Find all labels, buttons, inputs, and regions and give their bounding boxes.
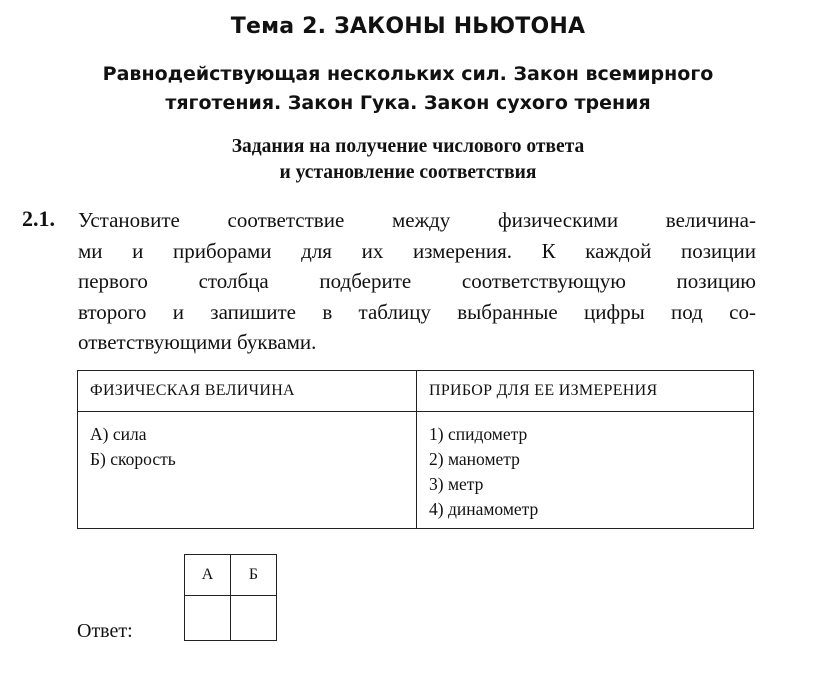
instrument-item: 4) динамометр bbox=[429, 499, 539, 519]
instrument-item: 3) метр bbox=[429, 474, 484, 494]
topic-title: Тема 2. ЗАКОНЫ НЬЮТОНА bbox=[230, 14, 586, 39]
answer-header-a: А bbox=[185, 555, 231, 596]
subtitle-line: Равнодействующая нескольких сил. Закон всемирного bbox=[102, 63, 714, 85]
quantity-item: А) сила bbox=[90, 424, 147, 444]
instrument-cell bbox=[417, 412, 754, 529]
task-text-line: первого столбца подберите соответствующую позицию bbox=[78, 269, 756, 293]
column-header-quantity: ФИЗИЧЕСКАЯ ВЕЛИЧИНА bbox=[78, 371, 417, 412]
instrument-item: 2) манометр bbox=[429, 449, 520, 469]
quantity-cell bbox=[78, 412, 417, 529]
answer-grid-input-row bbox=[185, 596, 277, 641]
instrument-item: 1) спидометр bbox=[429, 424, 528, 444]
task-text-line: второго и запишите в таблицу выбранные цифры под со- bbox=[78, 299, 756, 324]
matching-table-header-row bbox=[78, 371, 754, 412]
section-heading-line: Задания на получение числового ответа bbox=[231, 136, 585, 157]
answer-grid bbox=[184, 554, 277, 641]
matching-table-row bbox=[78, 412, 754, 529]
answer-grid-header-row bbox=[185, 555, 277, 596]
answer-cell-a[interactable] bbox=[185, 596, 231, 641]
quantity-item: Б) скорость bbox=[90, 449, 176, 469]
column-header-instrument: ПРИБОР ДЛЯ ЕЕ ИЗМЕРЕНИЯ bbox=[417, 371, 754, 412]
subtitle bbox=[30, 60, 786, 118]
matching-table bbox=[77, 370, 754, 529]
answer-header-b: Б bbox=[231, 555, 277, 596]
task-text-line: Установите соответствие между физическими величина- bbox=[78, 208, 756, 232]
task-number: 2.1. bbox=[22, 206, 55, 231]
answer-cell-b[interactable] bbox=[231, 596, 277, 641]
task-text-line: ответствующими буквами. bbox=[78, 330, 317, 354]
section-heading bbox=[0, 134, 816, 186]
section-heading-line: и установление соответствия bbox=[279, 162, 537, 183]
subtitle-line: тяготения. Закон Гука. Закон сухого трения bbox=[165, 92, 651, 114]
task-text bbox=[78, 205, 756, 358]
task-text-line: ми и приборами для их измерения. К каждой позиции bbox=[78, 238, 756, 263]
answer-label: Ответ: bbox=[77, 620, 133, 642]
